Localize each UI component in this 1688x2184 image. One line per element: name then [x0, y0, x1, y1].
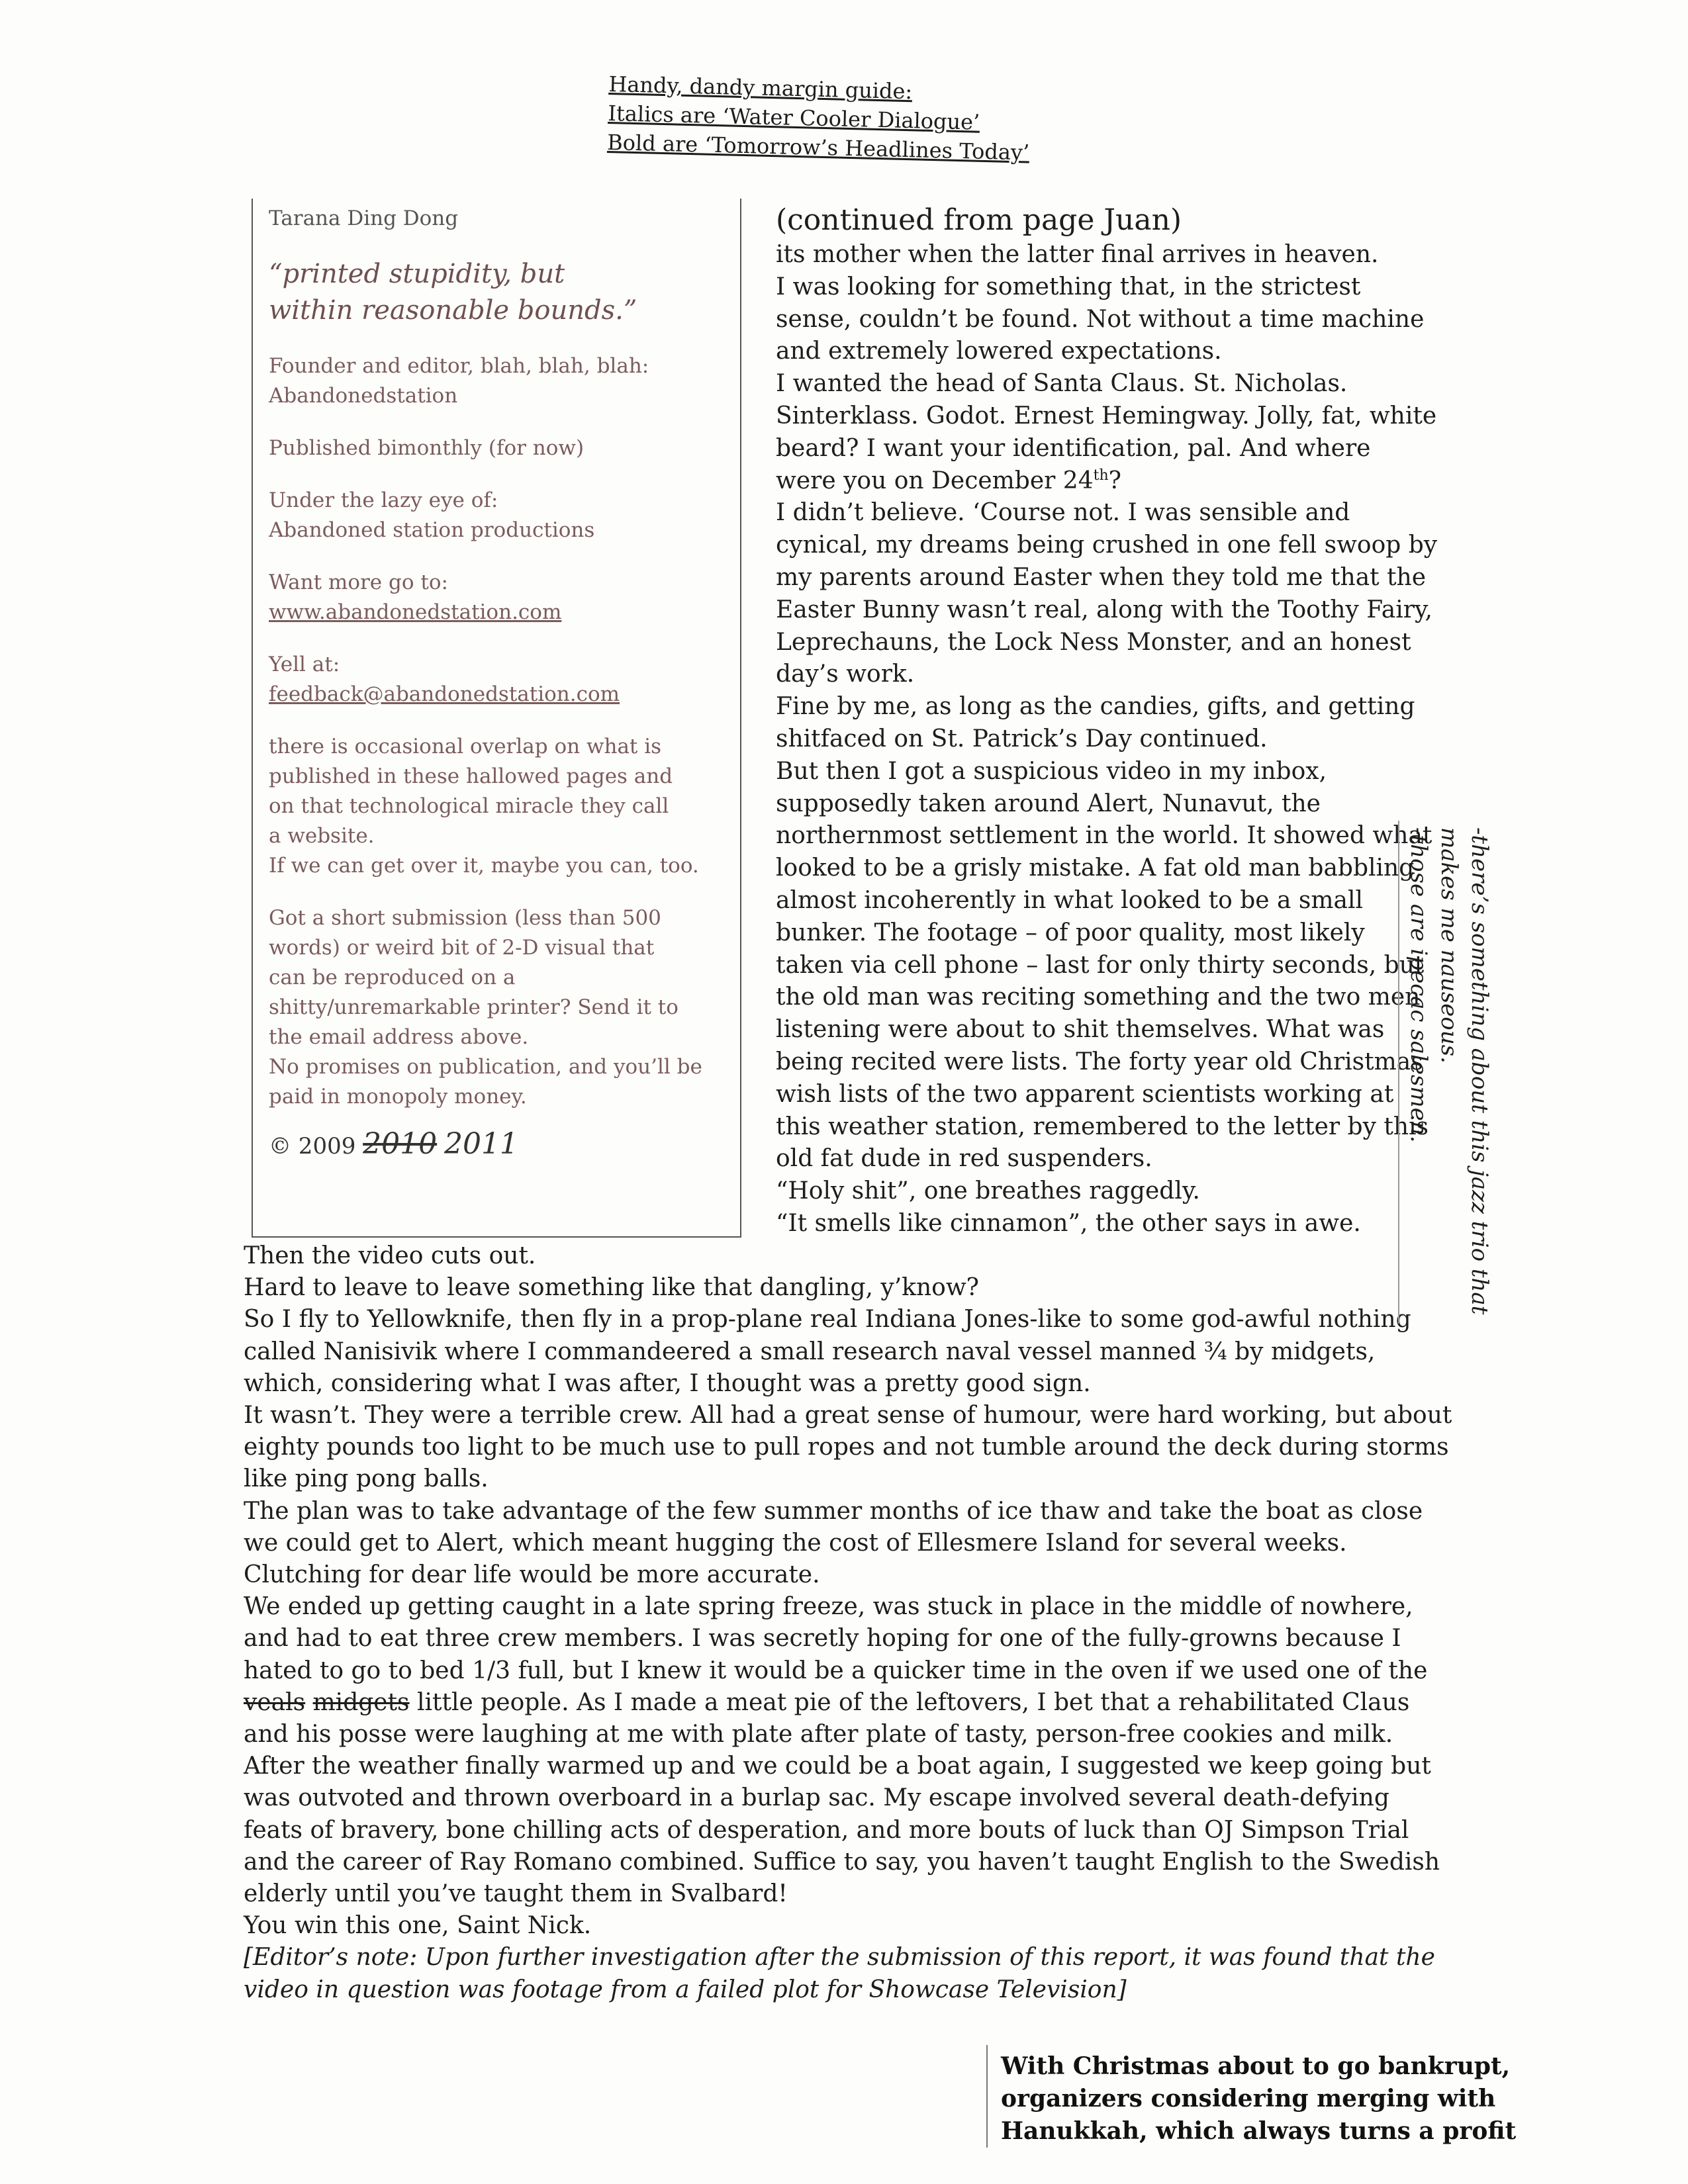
article-paragraph: Hard to leave to leave something like that dangling, y’know?: [244, 1274, 979, 1302]
overlap-line: published in these hallowed pages and: [269, 764, 673, 788]
article-paragraph: But then I got a suspicious video in my inbox, supposedly taken around Alert, Nunavut, the northernmost settlement in the world. It showed what looked to be a grisly mistake. A fat old man babbling almost incoherently in what looked to be a small bunker. The footage – of poor quality, most likely taken via cell phone – last for only thirty seconds, but the old man was reciting something and the two men listening were about to shit themselves. What was being recited were lists. The forty year old Christmas wish lists of the two apparent scientists working at this weather station, remembered to the letter by this old fat dude in red suspenders.: [776, 757, 1432, 1173]
overlap-line: there is occasional overlap on what is: [269, 735, 662, 758]
article-column: [776, 202, 1438, 1240]
copyright-struck-year: 2010: [363, 1127, 438, 1161]
article-paragraph: After the weather finally warmed up and we could be a boat again, I suggested we keep going but was outvoted and thrown overboard in a burlap sac. My escape involved several death-defying feats of bravery, bone chilling acts of desperation, and more bouts of luck than OJ Simpson Trial and the career of Ray Romano combined. Suffice to say, you haven’t taught English to the Swedish elderly until you’ve taught them in Svalbard!: [244, 1752, 1440, 1908]
dialogue-line: makes me nauseous.: [1436, 827, 1462, 1064]
struck-word: midgets: [312, 1688, 410, 1716]
founder-label: Founder and editor, blah, blah, blah:: [269, 354, 649, 378]
article-paragraph: “It smells like cinnamon”, the other says in awe.: [776, 1209, 1361, 1237]
submission-line: can be reproduced on a: [269, 966, 516, 989]
production-label: Under the lazy eye of:: [269, 488, 498, 512]
margin-guide-italics: Italics are ‘Water Cooler Dialogue’: [607, 100, 980, 135]
headline-line: organizers considering merging with: [1001, 2085, 1496, 2113]
publication-name: Tarana Ding Dong: [269, 206, 459, 230]
website-info: [269, 568, 740, 627]
article-paragraph: You win this one, Saint Nick.: [244, 1912, 592, 1940]
article-paragraph: [244, 1591, 1455, 1751]
article-paragraph: The plan was to take advantage of the few summer months of ice thaw and take the boat as close we could get to Alert, which meant hugging the cost of Ellesmere Island for several weeks. Clutching for dear life would be more accurate.: [244, 1497, 1423, 1589]
struck-word: veals: [244, 1688, 306, 1716]
headline-line: With Christmas about to go bankrupt,: [1001, 2052, 1511, 2080]
ordinal-suffix: th: [1093, 467, 1109, 484]
submission-line: the email address above.: [269, 1025, 529, 1049]
overlap-note: [269, 732, 740, 881]
submission-line: shitty/unremarkable printer? Send it to: [269, 995, 679, 1019]
submission-line: words) or weird bit of 2-D visual that: [269, 936, 655, 960]
paragraph-text: We ended up getting caught in a late spring freeze, was stuck in place in the middle of nowhere, and had to eat three crew members. I was secretly hoping for one of the fully-growns because I hated to go to bed 1/3 full, but I knew it would be a quicker time in the oven if we used one of the: [244, 1593, 1428, 1684]
submission-line: paid in monopoly money.: [269, 1085, 527, 1109]
dialogue-line: -those are ipecac salesmen.: [1405, 827, 1432, 1143]
website-link[interactable]: www.abandonedstation.com: [269, 600, 562, 624]
article-paragraph: I was looking for something that, in the strictest sense, couldn’t be found. Not without a time machine and extremely lowered expectations.: [776, 273, 1425, 365]
water-cooler-dialogue: [1398, 821, 1497, 1324]
feedback-email-link[interactable]: feedback@abandonedstation.com: [269, 682, 620, 706]
tomorrows-headline: [986, 2045, 1516, 2148]
overlap-line: If we can get over it, maybe you can, too.: [269, 854, 699, 878]
headline-line: Hanukkah, which always turns a profit: [1001, 2117, 1517, 2145]
paragraph-text: ?: [1108, 467, 1121, 494]
article-paragraph: So I fly to Yellowknife, then fly in a prop-plane real Indiana Jones-like to some god-awful nothing called Nanisivik where I commandeered a small research naval vessel manned ¾ by midgets, which, considering what I was after, I thought was a pretty good sign.: [244, 1306, 1411, 1397]
margin-guide-title: Handy, dandy margin guide:: [608, 71, 913, 105]
margin-guide-bold: Bold are ‘Tomorrow’s Headlines Today’: [606, 129, 1030, 165]
feedback-label: Yell at:: [269, 653, 340, 676]
article-full-width: [244, 1240, 1455, 2006]
margin-guide: [607, 69, 1086, 169]
article-paragraph: “Holy shit”, one breathes raggedly.: [776, 1177, 1200, 1205]
article-paragraph: its mother when the latter final arrives in heaven.: [776, 241, 1379, 268]
continued-heading: (continued from page Juan): [776, 203, 1182, 237]
publish-frequency: Published bimonthly (for now): [269, 436, 585, 460]
founder-value: Abandonedstation: [269, 384, 458, 408]
editor-note: [Editor’s note: Upon further investigation after the submission of this report, it was found that the video in question was footage from a failed plot for Showcase Television]: [244, 1944, 1435, 2003]
copyright-current-year: 2011: [444, 1127, 518, 1161]
feedback-info: [269, 650, 740, 709]
submission-note: [269, 903, 740, 1112]
production-info: [269, 486, 740, 545]
submission-line: No promises on publication, and you’ll be: [269, 1055, 702, 1079]
submission-line: Got a short submission (less than 500: [269, 906, 661, 930]
article-paragraph: [776, 368, 1438, 497]
tagline: [269, 256, 740, 329]
tagline-line-2: within reasonable bounds.”: [269, 295, 637, 326]
overlap-line: a website.: [269, 824, 375, 848]
masthead-box: [252, 199, 741, 1238]
paragraph-text: I wanted the head of Santa Claus. St. Nicholas. Sinterklass. Godot. Ernest Hemingway. Jolly, fat, white beard? I want your identification, pal. And where were you on December 24: [776, 370, 1437, 494]
article-paragraph: I didn’t believe. ‘Course not. I was sensible and cynical, my dreams being crushed in one fell swoop by my parents around Easter when they told me that the Easter Bunny wasn’t real, along with the Toothy Fairy, Leprechauns, the Lock Ness Monster, and an honest day’s work.: [776, 499, 1438, 688]
paragraph-text: little people. As I made a meat pie of the leftovers, I bet that a rehabilitated Claus and his posse were laughing at me with plate after plate of tasty, person-free cookies and milk.: [244, 1688, 1410, 1749]
dialogue-line: -there’s something about this jazz trio that: [1466, 827, 1493, 1315]
copyright: [269, 1129, 740, 1161]
founder-info: [269, 351, 740, 411]
article-paragraph: It wasn’t. They were a terrible crew. All had a great sense of humour, were hard working, but about eighty pounds too light to be much use to pull ropes and not tumble around the deck during storms like ping pong balls.: [244, 1402, 1452, 1493]
overlap-line: on that technological miracle they call: [269, 794, 669, 818]
production-value: Abandoned station productions: [269, 518, 595, 542]
copyright-year: © 2009: [269, 1133, 356, 1160]
website-label: Want more go to:: [269, 570, 448, 594]
article-paragraph: Fine by me, as long as the candies, gifts, and getting shitfaced on St. Patrick’s Day continued.: [776, 693, 1415, 752]
article-paragraph: Then the video cuts out.: [244, 1242, 536, 1269]
tagline-line-1: “printed stupidity, but: [269, 259, 565, 289]
